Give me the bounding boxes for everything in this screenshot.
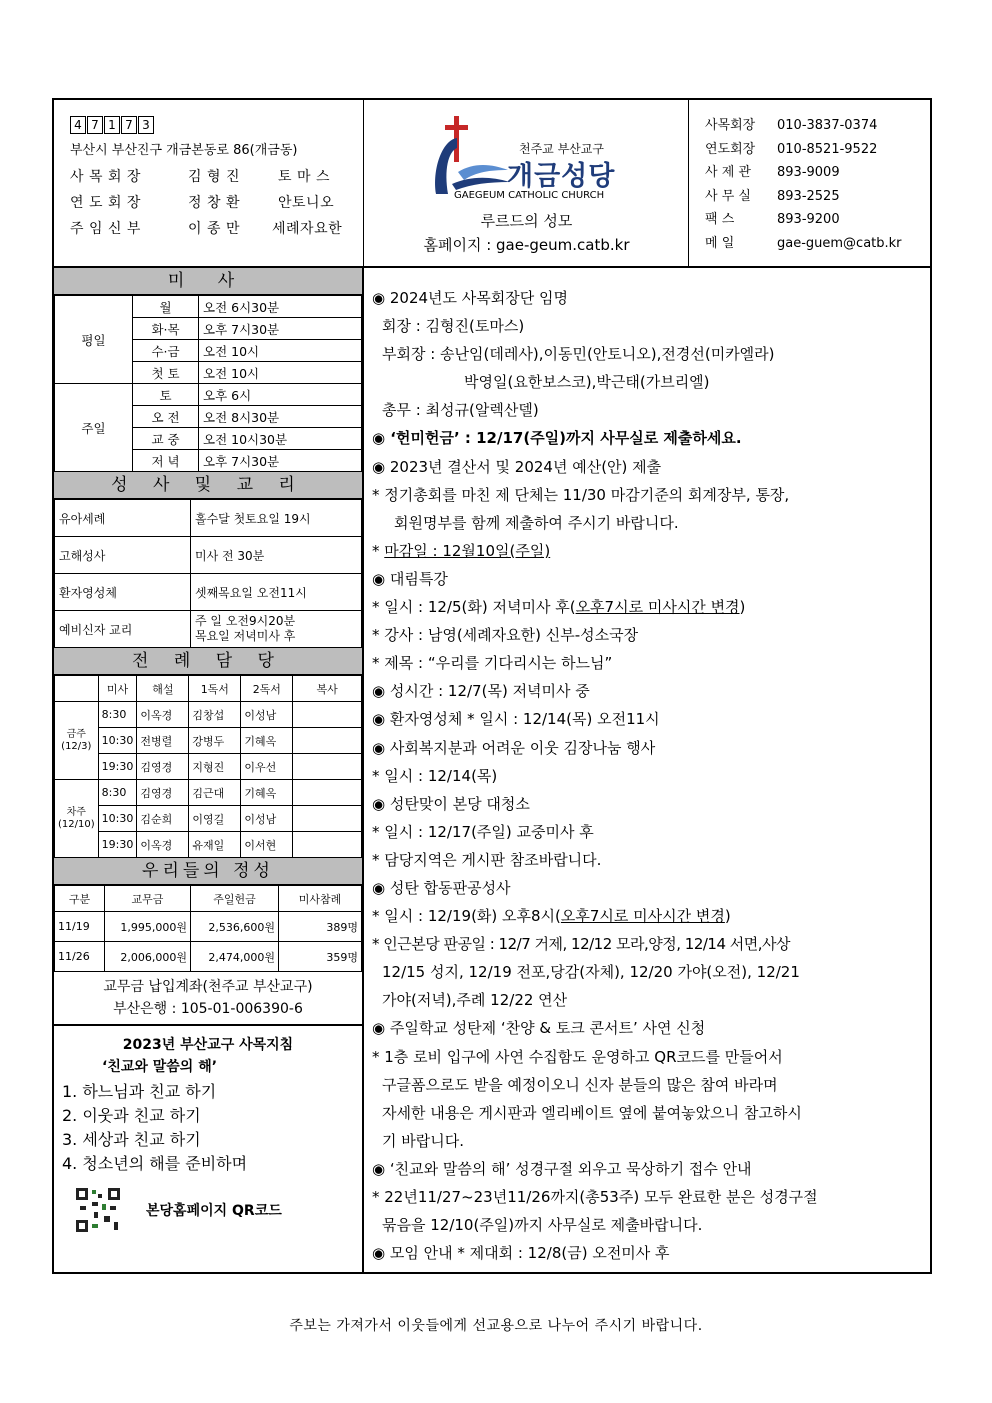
- notice-heading: ◉ ‘헌미헌금’ : 12/17(주일)까지 사무실로 제출하세요.: [372, 429, 742, 448]
- offering-header: 교무금: [105, 886, 191, 912]
- notice-line: 회원명부를 함께 제출하여 주시기 바랍니다.: [394, 513, 679, 532]
- liturgy-header: 복사: [293, 676, 362, 702]
- zip-digit: 1: [104, 116, 120, 134]
- bulletin-frame: [52, 98, 932, 1274]
- contact-row: 연도회장 010-8521-9522: [705, 141, 878, 157]
- sacrament-time: 홀수달 첫토요일 19시: [191, 500, 362, 537]
- liturgy-cell: 기혜옥: [241, 780, 293, 806]
- week-label: 차주(12/10): [55, 780, 99, 858]
- contact-row: 사 무 실 893-2525: [705, 188, 840, 204]
- liturgy-cell: [293, 754, 362, 780]
- logo-diocese: 천주교 부산교구: [519, 142, 604, 156]
- offering-title: 우리들의 정성: [54, 858, 362, 885]
- liturgy-header: 1독서: [189, 676, 241, 702]
- liturgy-cell: 이우선: [241, 754, 293, 780]
- mass-day: 월: [133, 296, 199, 318]
- pastoral-item: 1. 하느님과 친교 하기: [62, 1082, 217, 1101]
- sacrament-name: 고해성사: [55, 537, 191, 574]
- pastoral-item: 3. 세상과 친교 하기: [62, 1130, 201, 1149]
- mass-time: 오전 8시30분: [199, 406, 362, 428]
- mass-day: 교 중: [133, 428, 199, 450]
- notice-line: 구글폼으로도 받을 예정이오니 신자 분들의 많은 참여 바라며: [382, 1075, 778, 1094]
- postal-code: [70, 116, 363, 134]
- liturgy-cell: 이서현: [241, 832, 293, 858]
- mass-day: 토: [133, 384, 199, 406]
- patron-saint: 루르드의 성모: [480, 212, 573, 230]
- sacrament-name: 유아세례: [55, 500, 191, 537]
- header-logo-area: [364, 100, 689, 268]
- contact-row: 메 일 gae-guem@catb.kr: [705, 235, 902, 251]
- notice-line: * 마감일 : 12월10일(주일): [372, 541, 551, 560]
- notice-line: * 강사 : 남영(세례자요한) 신부-성소국장: [372, 626, 639, 645]
- contact-row: 사목회장 010-3837-0374: [705, 118, 878, 133]
- mass-time: 오후 7시30분: [199, 318, 362, 340]
- address: 부산시 부산진구 개금본동로 86(개금동): [70, 143, 298, 158]
- sacraments-table: [54, 499, 362, 648]
- sacrament-time: 셋째목요일 오전11시: [191, 574, 362, 611]
- notice-line: 묶음을 12/10(주일)까지 사무실로 제출바랍니다.: [382, 1216, 703, 1235]
- contact-row: 팩 스 893-9200: [705, 212, 840, 227]
- notice-line: 박영일(요한보스코),박근태(가브리엘): [464, 373, 710, 392]
- liturgy-cell: 10:30: [98, 806, 137, 832]
- notice-line: 회장 : 김형진(토마스): [382, 317, 525, 336]
- liturgy-cell: [293, 780, 362, 806]
- homepage: 홈페이지 : gae-geum.catb.kr: [423, 236, 630, 254]
- notice-line: * 인근본당 판공일 : 12/7 거제, 12/12 모라,양정, 12/14 서면,사상: [372, 935, 791, 954]
- offering-cell: 1,995,000원: [105, 912, 191, 942]
- time-change-text: 오후7시로 미사시간 변경: [560, 907, 725, 926]
- notice-line: * 일시 : 12/17(주일) 교중미사 후: [372, 822, 594, 841]
- notice-line: * 정기총회를 마친 제 단체는 11/30 마감기준의 회계장부, 통장,: [372, 485, 790, 504]
- offering-header: 미사참례: [279, 886, 362, 912]
- logo-english: GAEGEUM CATHOLIC CHURCH: [454, 190, 605, 201]
- zip-digit: 3: [138, 116, 154, 134]
- mass-time: 오전 10시30분: [199, 428, 362, 450]
- sacrament-time: 주 일 오전9시20분 목요일 저녁미사 후: [191, 611, 362, 648]
- sacrament-name: 예비신자 교리: [55, 611, 191, 648]
- sacrament-time: 미사 전 30분: [191, 537, 362, 574]
- notice-line: * 일시 : 12/5(화) 저녁미사 후(오후7시로 미사시간 변경): [372, 598, 746, 617]
- officer-row: 사 목 회 장 김 형 진 토 마 스: [70, 169, 330, 185]
- offering-cell: 2,536,600원: [191, 912, 279, 942]
- mass-title: 미 사: [54, 268, 362, 295]
- weekday-label: 평일: [55, 296, 133, 384]
- offering-cell: 11/19: [55, 912, 105, 942]
- liturgy-cell: [293, 806, 362, 832]
- notice-line: * 담당지역은 게시판 참조바랍니다.: [372, 850, 602, 869]
- zip-digit: 4: [70, 116, 86, 134]
- deadline-text: 마감일 : 12월10일(주일): [384, 541, 551, 560]
- liturgy-cell: 기혜옥: [241, 728, 293, 754]
- mass-time: 오후 6시: [199, 384, 362, 406]
- liturgy-cell: 이옥경: [137, 832, 189, 858]
- liturgy-table: [54, 675, 362, 858]
- mass-day: 화·목: [133, 318, 199, 340]
- liturgy-header: 해설: [137, 676, 189, 702]
- header-contacts: [689, 100, 932, 268]
- pastoral-item: 2. 이웃과 친교 하기: [62, 1106, 201, 1125]
- qr-label: 본당홈페이지 QR코드: [146, 1203, 282, 1219]
- officer-row: 연 도 회 장 정 창 환 안토니오: [70, 195, 335, 211]
- liturgy-cell: 유재일: [189, 832, 241, 858]
- mass-day: 수·금: [133, 340, 199, 362]
- sacraments-title: 성 사 및 교 리: [54, 472, 362, 499]
- mass-day: 첫 토: [133, 362, 199, 384]
- notice-heading: ◉ 주일학교 성탄제 ‘찬양 & 토크 콘서트’ 사연 신청: [372, 1019, 706, 1038]
- mass-time: 오전 10시: [199, 362, 362, 384]
- zip-digit: 7: [87, 116, 103, 134]
- zip-digit: 7: [121, 116, 137, 134]
- notice-heading: ◉ 대림특강: [372, 569, 448, 588]
- pastoral-title: 2023년 부산교구 사목지침: [122, 1037, 294, 1053]
- pastoral-guideline: [54, 1026, 362, 1238]
- liturgy-cell: 지형진: [189, 754, 241, 780]
- notice-heading: ◉ 모임 안내 * 제대회 : 12/8(금) 오전미사 후: [372, 1244, 670, 1263]
- offering-cell: 389명: [279, 912, 362, 942]
- notice-heading: ◉ 2024년도 사목회장단 임명: [372, 289, 568, 307]
- liturgy-cell: 8:30: [98, 780, 137, 806]
- liturgy-header: 미사: [98, 676, 137, 702]
- notice-heading: ◉ 2023년 결산서 및 2024년 예산(안) 제출: [372, 457, 662, 476]
- notice-line: * 제목 : “우리를 기다리시는 하느님”: [372, 654, 613, 673]
- liturgy-cell: 이성남: [241, 806, 293, 832]
- liturgy-header: 2독서: [241, 676, 293, 702]
- footer-note: 주보는 가져가서 이웃들에게 선교용으로 나누어 주시기 바랍니다.: [289, 1318, 703, 1334]
- notice-heading: ◉ 사회복지분과 어려운 이웃 김장나눔 행사: [372, 738, 656, 757]
- liturgy-cell: 19:30: [98, 832, 137, 858]
- mass-time: 오전 6시30분: [199, 296, 362, 318]
- notice-line: 가야(저녁),주례 12/22 연산: [382, 991, 568, 1010]
- account-title: 교무금 납입계좌(천주교 부산교구): [103, 979, 313, 995]
- pastoral-item: 4. 청소년의 해를 준비하며: [62, 1154, 248, 1173]
- mass-day: 오 전: [133, 406, 199, 428]
- mass-time: 오전 10시: [199, 340, 362, 362]
- liturgy-cell: 김순희: [137, 806, 189, 832]
- mass-time: 오후 7시30분: [199, 450, 362, 472]
- liturgy-cell: 19:30: [98, 754, 137, 780]
- logo-parish-name: 개금성당: [507, 161, 616, 192]
- notice-line: * 1층 로비 입구에 사연 수집함도 운영하고 QR코드를 만들어서: [372, 1047, 783, 1066]
- notice-heading: ◉ 환자영성체 * 일시 : 12/14(목) 오전11시: [372, 710, 660, 729]
- notice-line: 자세한 내용은 게시판과 엘리베이트 옆에 붙여놓았으니 참고하시: [382, 1103, 802, 1122]
- pastoral-subtitle: ‘친교와 말씀의 해’: [102, 1059, 218, 1075]
- notice-line: * 22년11/27~23년11/26까지(총53주) 모두 완료한 분은 성경구절: [372, 1188, 818, 1206]
- offering-cell: 2,474,000원: [191, 942, 279, 972]
- notice-heading: ◉ ‘친교와 말씀의 해’ 성경구절 외우고 묵상하기 접수 안내: [372, 1159, 752, 1178]
- liturgy-cell: 김근대: [189, 780, 241, 806]
- week-label: 금주(12/3): [55, 702, 99, 780]
- liturgy-header-blank: [55, 676, 99, 702]
- notice-line: 12/15 성지, 12/19 전포,당감(자체), 12/20 가야(오전), 12/21: [382, 963, 800, 982]
- contact-row: 사 제 관 893-9009: [705, 165, 840, 180]
- notices-column: [364, 268, 932, 1274]
- notice-line: 부회장 : 송난임(데레사),이동민(안토니오),전경선(미카엘라): [382, 345, 775, 364]
- liturgy-cell: 이영길: [189, 806, 241, 832]
- account-info: [54, 972, 362, 1026]
- liturgy-cell: 이옥경: [137, 702, 189, 728]
- offering-header: 구분: [55, 886, 105, 912]
- notice-heading: ◉ 성시간 : 12/7(목) 저녁미사 중: [372, 682, 590, 701]
- offering-cell: 2,006,000원: [105, 942, 191, 972]
- account-number: 부산은행 : 105-01-006390-6: [113, 1001, 303, 1017]
- sacrament-name: 환자영성체: [55, 574, 191, 611]
- offering-cell: 11/26: [55, 942, 105, 972]
- notice-line: * 일시 : 12/19(화) 오후8시(오후7시로 미사시간 변경): [372, 907, 731, 926]
- liturgy-cell: 김영경: [137, 754, 189, 780]
- liturgy-cell: 8:30: [98, 702, 137, 728]
- mass-day: 저 녁: [133, 450, 199, 472]
- notice-line: 기 바랍니다.: [382, 1131, 464, 1150]
- liturgy-cell: 10:30: [98, 728, 137, 754]
- offering-table: [54, 885, 362, 972]
- liturgy-cell: 김영경: [137, 780, 189, 806]
- notice-heading: ◉ 성탄 합동판공성사: [372, 878, 511, 897]
- liturgy-cell: 이성남: [241, 702, 293, 728]
- mass-schedule-table: [54, 295, 362, 472]
- offering-header: 주일헌금: [191, 886, 279, 912]
- liturgy-cell: 김창섭: [189, 702, 241, 728]
- liturgy-cell: 전병렬: [137, 728, 189, 754]
- notice-line: 총무 : 최성규(알렉산델): [382, 401, 539, 420]
- time-change-text: 오후7시로 미사시간 변경: [575, 598, 740, 617]
- sunday-label: 주일: [55, 384, 133, 472]
- qr-code-icon[interactable]: [74, 1186, 122, 1234]
- liturgy-cell: 강병두: [189, 728, 241, 754]
- liturgy-title: 전 례 담 당: [54, 648, 362, 675]
- church-logo-icon: [424, 110, 514, 200]
- liturgy-cell: [293, 728, 362, 754]
- notice-heading: ◉ 성탄맞이 본당 대청소: [372, 794, 530, 813]
- offering-cell: 359명: [279, 942, 362, 972]
- notice-line: * 일시 : 12/14(목): [372, 766, 498, 785]
- officer-row: 주 임 신 부 이 종 만 세례자요한: [70, 221, 343, 237]
- header-parish-info: [54, 100, 364, 268]
- left-column: [54, 268, 364, 1274]
- liturgy-cell: [293, 832, 362, 858]
- liturgy-cell: [293, 702, 362, 728]
